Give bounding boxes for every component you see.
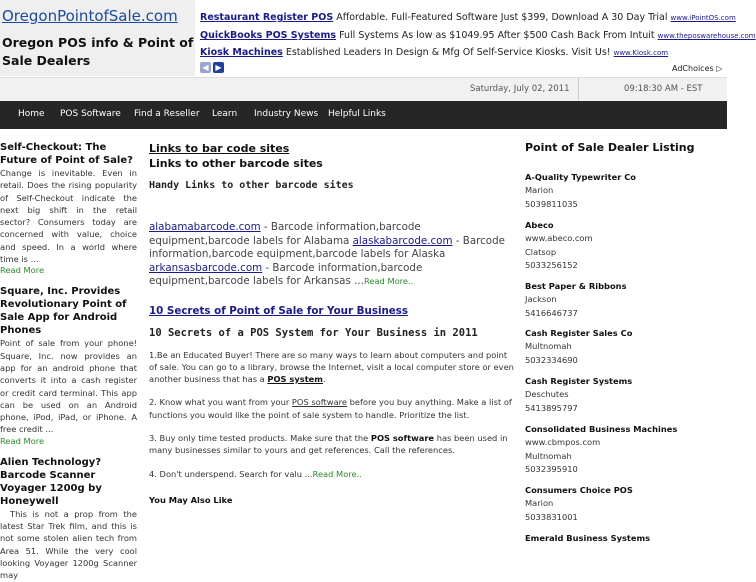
- dealer-name-link[interactable]: Consolidated Business Machines: [525, 424, 678, 434]
- ad-next-arrow-icon[interactable]: ▶: [213, 62, 224, 73]
- link-list: [149, 221, 514, 289]
- secret-paragraph: [149, 349, 514, 386]
- read-more-link[interactable]: Read More: [0, 265, 45, 276]
- nav-industry-news[interactable]: Industry News: [254, 109, 319, 119]
- main-content: [149, 141, 514, 506]
- read-more-link[interactable]: Read More..: [312, 468, 362, 479]
- news-article: [0, 456, 137, 582]
- article-excerpt: Point of sale from your phone! Square, Inc. now provides an app for an android phone that converts it into a cash register or credit card terminal. This app can be used on an Android phone, iPod, iPad, or iPhone. A free credit ...: [0, 338, 137, 435]
- nav-helpful-links[interactable]: Helpful Links: [328, 109, 386, 119]
- dealer-line: www.abeco.com: [525, 233, 593, 244]
- dealer-line: 5416646737: [525, 307, 578, 318]
- pos-system-link[interactable]: POS system: [267, 374, 323, 385]
- paragraph-text: 3. Buy only time tested products. Make sure that the: [149, 432, 371, 443]
- secret-paragraph: [149, 468, 514, 480]
- date-bar: [0, 77, 727, 102]
- secrets-title-link[interactable]: 10 Secrets of Point of Sale for Your Business: [149, 304, 409, 317]
- link-description: - Barcode information,barcode equipment,barcode labels for Alaska: [149, 234, 505, 260]
- dealer-line: Deschutes: [525, 389, 569, 400]
- ad-item: [200, 12, 736, 23]
- dealer-line: Multnomah: [525, 341, 572, 352]
- article-title-link[interactable]: Alien Technology? Barcode Scanner Voyager 1200g by Honeywell: [0, 456, 102, 507]
- dealer-item: [525, 484, 633, 524]
- dealer-item: [525, 171, 636, 211]
- ad-item: [200, 30, 756, 41]
- dealer-line: Jackson: [525, 294, 557, 305]
- ad-title-link[interactable]: Kiosk Machines: [200, 47, 283, 58]
- paragraph-text: .: [322, 374, 326, 385]
- dealer-item: [525, 375, 632, 415]
- dealer-name-link[interactable]: Abeco: [525, 220, 554, 230]
- ad-title-link[interactable]: Restaurant Register POS: [200, 12, 334, 23]
- dealer-listing-title: Point of Sale Dealer Listing: [525, 141, 695, 154]
- link-description: - Barcode information,barcode equipment,barcode labels for Arkansas ...: [149, 261, 423, 287]
- dealer-listing: [525, 141, 725, 543]
- dealer-line: Marion: [525, 498, 554, 509]
- adchoices-link[interactable]: AdChoices ▷: [672, 64, 723, 73]
- current-time: 09:18:30 AM - EST: [624, 84, 703, 94]
- ad-url-link[interactable]: www.Kiosk.com: [613, 49, 669, 57]
- dealer-line: Clatsop: [525, 246, 557, 257]
- dealer-item: [525, 280, 627, 320]
- article-title-link[interactable]: Self-Checkout: The Future of Point of Sale?: [0, 142, 133, 166]
- dealer-line: 5032334690: [525, 354, 578, 365]
- pos-software-link[interactable]: POS software: [291, 397, 347, 408]
- dealer-line: 5033831001: [525, 511, 578, 522]
- site-subtitle: Oregon POS info & Point of Sale Dealers: [2, 35, 194, 68]
- paragraph-text: 4. Don't underspend. Search for valu ...: [149, 468, 313, 479]
- secret-paragraph: [149, 396, 514, 421]
- read-more-link[interactable]: Read More: [0, 435, 45, 446]
- news-article: [0, 141, 137, 275]
- barcode-site-link[interactable]: arkansasbarcode.com: [149, 261, 263, 274]
- nav-home[interactable]: Home: [18, 109, 45, 119]
- nav-pos-software[interactable]: POS Software: [60, 109, 121, 119]
- links-title-link[interactable]: Links to bar code sites: [149, 142, 290, 155]
- nav-find-reseller[interactable]: Find a Reseller: [134, 109, 200, 119]
- article-excerpt: This is not a prop from the latest Star Trek film, and this is not some stolen alien tech from Area 51. While the very cool looking Voyager 1200g Scanner may: [0, 508, 137, 581]
- dealer-name-link[interactable]: Cash Register Sales Co: [525, 328, 633, 338]
- paragraph-text: 1.Be an Educated Buyer! There are so many ways to learn about computers and point of sale. You can go to a library, browse the Internet, visit a local computer store or even another business that has a: [149, 349, 514, 385]
- ad-text: Established Leaders In Design & Mfg Of Self-Service Kiosks. Visit Us!: [285, 47, 611, 58]
- ad-url-link[interactable]: www.theposwarehouse.com: [657, 32, 756, 40]
- dealer-name-link[interactable]: Cash Register Systems: [525, 376, 633, 386]
- link-description: - Barcode information,barcode equipment,barcode labels for Alabama: [149, 221, 421, 247]
- dealer-line: 5033256152: [525, 259, 578, 270]
- barcode-site-link[interactable]: alaskabarcode.com: [352, 234, 453, 247]
- dealer-name-link[interactable]: Emerald Business Systems: [525, 533, 651, 543]
- article-excerpt: Change is inevitable. Even in retail. Does the rising popularity of Self-Checkout indicate the next big shift in the retail sector? Consumers today are concerned with value, choice and speed. In a world where time is ...: [0, 168, 137, 265]
- dealer-name-link[interactable]: Best Paper & Ribbons: [525, 281, 627, 291]
- dealer-name-link[interactable]: Consumers Choice POS: [525, 485, 633, 495]
- handy-links-heading: Handy Links to other barcode sites: [149, 180, 354, 191]
- article-title-link[interactable]: Square, Inc. Provides Revolutionary Point of Sale App for Android Phones: [0, 286, 127, 337]
- news-article: [0, 285, 137, 445]
- dealer-line: Multnomah: [525, 450, 572, 461]
- dealer-item: [525, 423, 677, 476]
- dealer-item: [525, 219, 593, 272]
- date-separator: [578, 78, 579, 100]
- dealer-line: Marion: [525, 185, 554, 196]
- dealer-name-link[interactable]: A-Quality Typewriter Co: [525, 172, 636, 182]
- site-title-link[interactable]: OregonPointofSale.com: [2, 7, 178, 25]
- ad-item: [200, 47, 668, 58]
- ad-prev-arrow-icon[interactable]: ◀: [200, 62, 211, 73]
- news-column: [0, 141, 137, 582]
- paragraph-text: 2. Know what you want from your: [149, 397, 292, 408]
- ad-url-link[interactable]: www.iPointOS.com: [670, 14, 736, 22]
- dealer-line: www.cbmpos.com: [525, 437, 601, 448]
- ad-text: Affordable. Full-Featured Software Just $399, Download A 30 Day Trial: [336, 12, 668, 23]
- dealer-item: [525, 327, 632, 367]
- paragraph-text: before you buy anything. Make a list of functions you would like the point of sale system to handle. Prioritize the list.: [149, 397, 512, 420]
- secret-paragraph: [149, 432, 514, 457]
- ad-text: Full Systems As low as $1049.95 After $500 Cash Back From Intuit: [339, 30, 655, 41]
- nav-learn[interactable]: Learn: [212, 109, 238, 119]
- current-date: Saturday, July 02, 2011: [470, 84, 570, 94]
- dealer-item: [525, 532, 650, 545]
- dealer-line: 5032395910: [525, 463, 578, 474]
- paragraph-text: has been used in many businesses similar to yours and get references. Call the references.: [149, 432, 508, 456]
- dealer-line: 5413895797: [525, 402, 578, 413]
- dealer-line: 5039811035: [525, 198, 578, 209]
- read-more-link[interactable]: Read More..: [363, 276, 414, 286]
- barcode-site-link[interactable]: alabamabarcode.com: [149, 221, 261, 233]
- links-subtitle: Links to other barcode sites: [149, 157, 323, 170]
- you-may-also-like-heading: You May Also Like: [149, 494, 233, 505]
- secrets-heading: 10 Secrets of a POS System for Your Business in 2011: [149, 326, 478, 339]
- ad-title-link[interactable]: QuickBooks POS Systems: [200, 30, 337, 41]
- pos-software-bold: POS software: [370, 432, 435, 443]
